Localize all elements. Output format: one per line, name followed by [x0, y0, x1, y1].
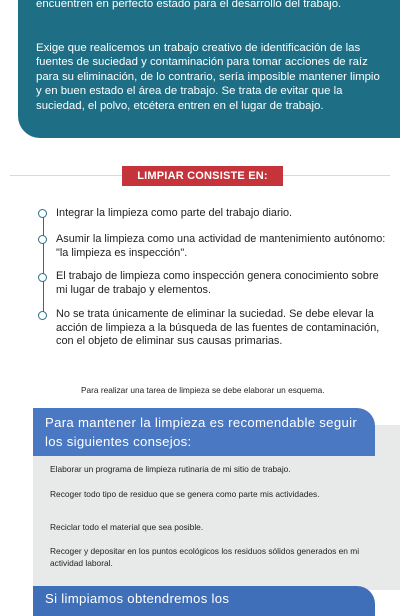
intro-paragraph-2: Exige que realicemos un trabajo creativo de identificación de las fuentes de suciedad y contaminación para tomar acciones de raíz para su eliminación, de lo contrario, sería imposible mantener limpio y en buen estado el área de trabajo. Se trata de evitar que la suciedad, el polvo, etcétera entren en el lugar de trabajo. — [36, 42, 380, 112]
list-item: Asumir la limpieza como una actividad de mantenimiento autónomo: "la limpieza es inspección". — [56, 233, 386, 259]
tip-item: Reciclar todo el material que sea posible. — [50, 522, 204, 532]
tip-item: Recoger y depositar en los puntos ecológicos los residuos sólidos generados en mi actividad laboral. — [50, 546, 360, 568]
tip-item: Recoger todo tipo de residuo que se genera como parte mis actividades. — [50, 489, 320, 499]
timeline-bullet-icon — [38, 235, 47, 244]
list-item: Integrar la limpieza como parte del trabajo diario. — [56, 207, 293, 219]
timeline-bullet-icon — [38, 273, 47, 282]
timeline-line — [43, 214, 44, 316]
list-item: No se trata únicamente de eliminar la suciedad. Se debe elevar la acción de limpieza a la búsqueda de las fuentes de contaminación, con el objeto de eliminar sus causas primarias. — [56, 308, 380, 347]
tips-header — [33, 408, 375, 456]
intro-paragraph-1: encuentren en perfecto estado para el desarrollo del trabajo. — [36, 0, 342, 10]
section-title-banner: LIMPIAR CONSISTE EN: — [122, 166, 283, 186]
intro-card — [18, 0, 400, 138]
tip-item: Elaborar un programa de limpieza rutinaria de mi sitio de trabajo. — [50, 464, 291, 474]
scheme-note: Para realizar una tarea de limpieza se debe elaborar un esquema. — [81, 385, 325, 395]
tips-header-text: Para mantener la limpieza es recomendable seguir los siguientes consejos: — [45, 415, 358, 449]
results-header-text: Si limpiamos obtendremos los — [45, 591, 230, 606]
timeline-bullet-icon — [38, 311, 47, 320]
timeline-bullet-icon — [38, 209, 47, 218]
results-header — [33, 586, 375, 616]
list-item: El trabajo de limpieza como inspección genera conocimiento sobre mi lugar de trabajo y elementos. — [56, 270, 379, 296]
